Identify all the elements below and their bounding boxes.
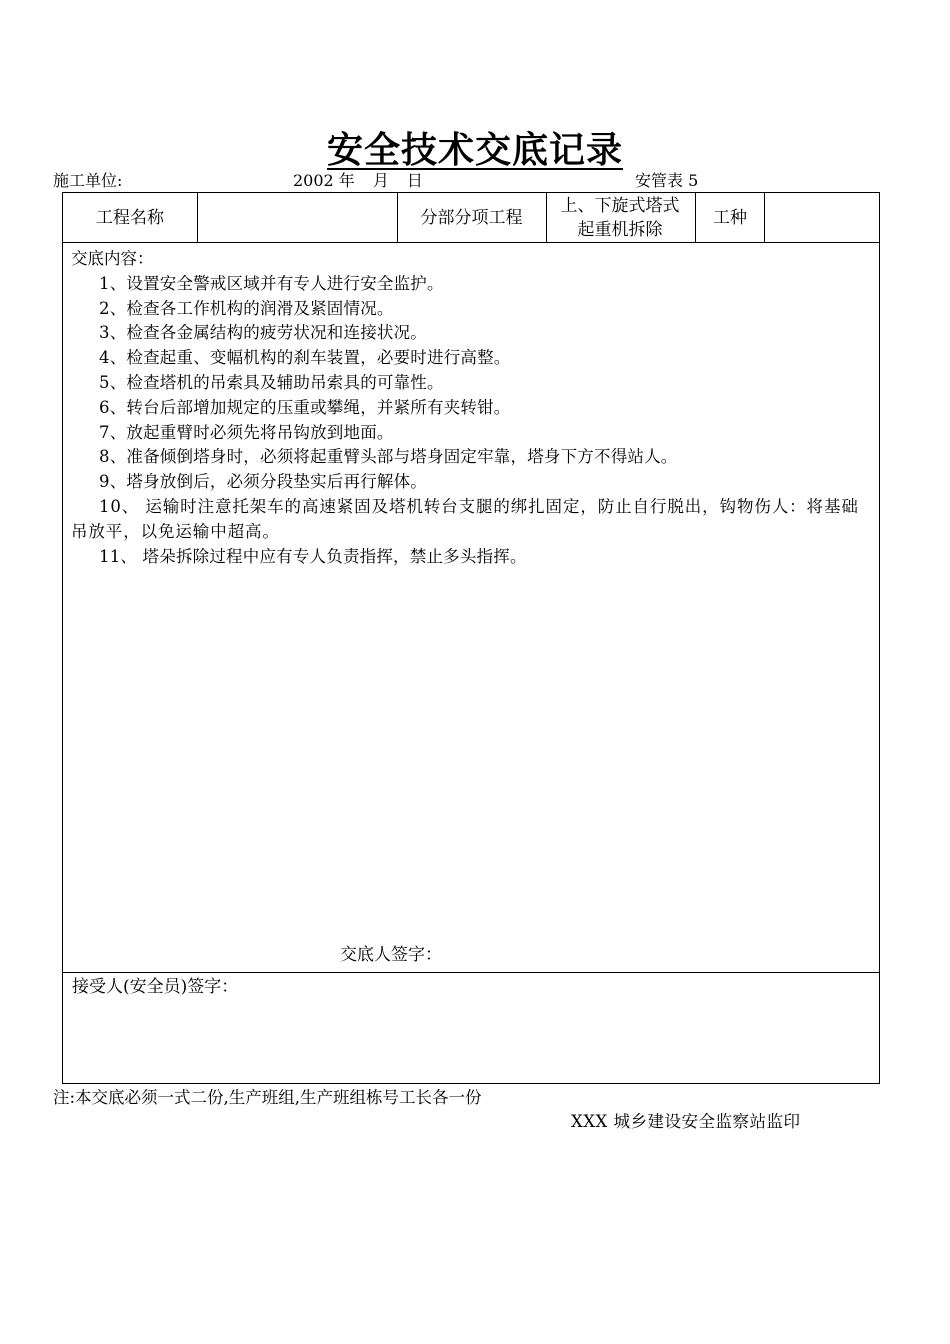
row-divider — [63, 972, 879, 973]
sub-project-label: 分部分项工程 — [420, 208, 523, 228]
construction-unit-label: 施工单位: — [53, 171, 123, 190]
content-item: 9、塔身放倒后，必须分段垫实后再行解体。 — [99, 472, 427, 492]
content-item: 1、设置安全警戒区域并有专人进行安全监护。 — [99, 273, 444, 293]
content-item: 5、检查塔机的吊索具及辅助吊索具的可靠性。 — [99, 372, 444, 392]
form-number: 安管表 5 — [635, 171, 699, 190]
content-item: 8、准备倾倒塔身时，必须将起重臂头部与塔身固定牢靠，塔身下方不得站人。 — [99, 447, 678, 467]
content-item: 11、 塔朵拆除过程中应有专人负责指挥，禁止多头指挥。 — [99, 546, 527, 566]
content-item: 2、检查各工作机构的润滑及紧固情况。 — [99, 298, 394, 318]
project-name-label: 工程名称 — [96, 208, 164, 228]
content-item: 10、 运输时注意托架车的高速紧固及塔机转台支腿的绑扎固定，防止自行脱出，钩物伤人：将基础吊放平，以免运输中超高。 — [71, 496, 859, 541]
date-day: 日 — [406, 171, 423, 190]
date-year: 2002 年 — [293, 171, 355, 190]
trade-label: 工种 — [713, 208, 747, 228]
sub-project-value: 上、下旋式塔式起重机拆除 — [560, 196, 680, 240]
disclosure-table — [62, 192, 880, 1084]
column-divider — [397, 193, 398, 243]
receiver-signature-label: 接受人(安全员)签字： — [72, 977, 239, 997]
content-item: 6、转台后部增加规定的压重或攀绳，并紧所有夹转钳。 — [99, 397, 511, 417]
content-item: 7、放起重臂时必须先将吊钩放到地面。 — [99, 422, 394, 442]
issuer-stamp: XXX 城乡建设安全监察站监印 — [571, 1112, 801, 1131]
project-name-value — [198, 193, 397, 243]
date-line — [293, 170, 441, 192]
discloser-signature-label: 交底人签字： — [340, 945, 442, 965]
footer-note: 注:本交底必须一式二份,生产班组,生产班组栋号工长各一份 — [53, 1088, 482, 1107]
column-divider — [695, 193, 696, 243]
row-divider — [63, 242, 879, 243]
column-divider — [764, 193, 765, 243]
column-divider — [546, 193, 547, 243]
content-heading: 交底内容： — [71, 249, 154, 268]
content-item: 3、检查各金属结构的疲劳状况和连接状况。 — [99, 323, 427, 343]
date-month: 月 — [372, 171, 389, 190]
content-item: 4、检查起重、变幅机构的刹车装置，必要时进行高整。 — [99, 348, 511, 368]
disclosure-content — [71, 247, 871, 569]
column-divider — [197, 193, 198, 243]
document-title-text: 安全技术交底记录 — [326, 129, 623, 171]
trade-value — [765, 193, 879, 243]
document-title — [0, 126, 950, 174]
